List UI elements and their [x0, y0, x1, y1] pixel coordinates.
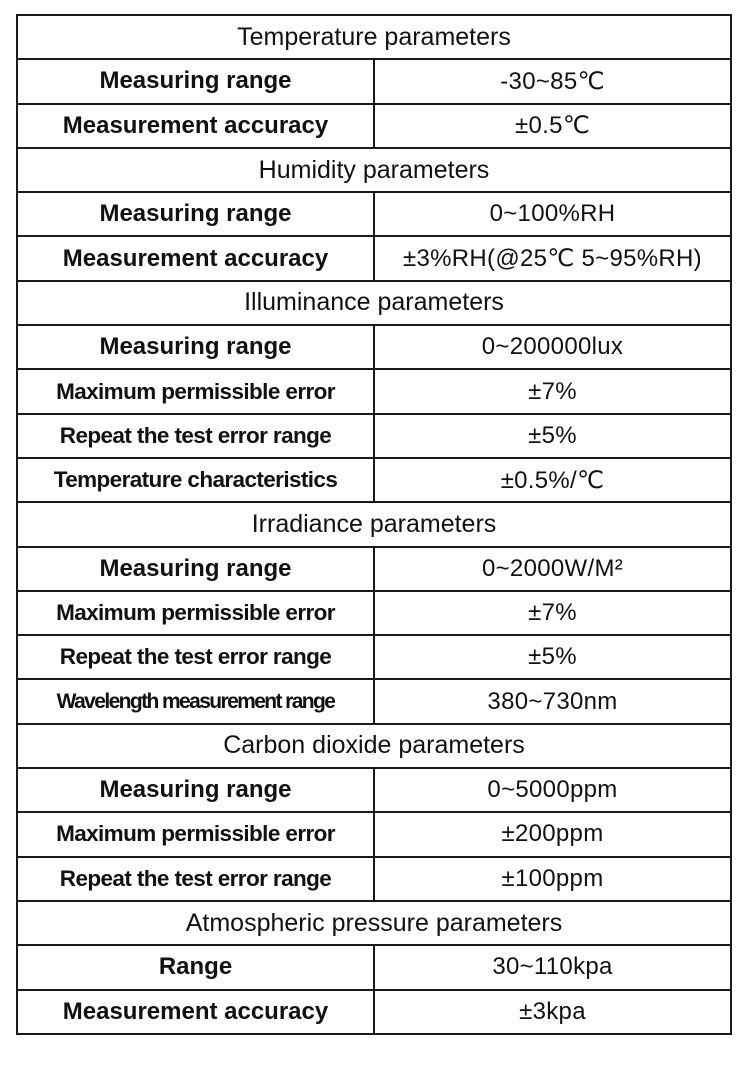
row-label: Measuring range — [17, 768, 374, 812]
table-row — [17, 591, 731, 635]
table-row — [17, 192, 731, 236]
section-header-row — [17, 901, 731, 945]
section-header-row — [17, 724, 731, 768]
row-value: ±5% — [374, 635, 731, 679]
row-value: 30~110kpa — [374, 945, 731, 989]
row-label: Range — [17, 945, 374, 989]
table-row — [17, 325, 731, 369]
row-value: ±0.5%/℃ — [374, 458, 731, 502]
row-label: Repeat the test error range — [17, 635, 374, 679]
table-row — [17, 458, 731, 502]
row-label: Repeat the test error range — [17, 857, 374, 901]
table-row — [17, 104, 731, 148]
row-label: Measurement accuracy — [17, 104, 374, 148]
table-row — [17, 857, 731, 901]
row-label: Measuring range — [17, 59, 374, 103]
table-row — [17, 679, 731, 723]
section-header-row — [17, 15, 731, 59]
row-value: ±0.5℃ — [374, 104, 731, 148]
table-row — [17, 768, 731, 812]
table-row — [17, 414, 731, 458]
section-title: Irradiance parameters — [17, 502, 731, 546]
row-label: Repeat the test error range — [17, 414, 374, 458]
row-value: 0~200000lux — [374, 325, 731, 369]
row-value: ±3%RH(@25℃ 5~95%RH) — [374, 236, 731, 280]
section-header-row — [17, 281, 731, 325]
section-header-row — [17, 502, 731, 546]
section-title: Atmospheric pressure parameters — [17, 901, 731, 945]
table-row — [17, 945, 731, 989]
row-value: ±200ppm — [374, 812, 731, 856]
row-label: Maximum permissible error — [17, 369, 374, 413]
table-row — [17, 236, 731, 280]
table-row — [17, 812, 731, 856]
row-label: Measurement accuracy — [17, 236, 374, 280]
row-label: Measuring range — [17, 192, 374, 236]
row-value: ±3kpa — [374, 990, 731, 1034]
specifications-table — [16, 14, 732, 1035]
section-title: Temperature parameters — [17, 15, 731, 59]
row-value: 0~2000W/M² — [374, 547, 731, 591]
row-value: 0~100%RH — [374, 192, 731, 236]
section-title: Humidity parameters — [17, 148, 731, 192]
row-label: Measurement accuracy — [17, 990, 374, 1034]
table-row — [17, 369, 731, 413]
section-title: Carbon dioxide parameters — [17, 724, 731, 768]
row-value: -30~85℃ — [374, 59, 731, 103]
row-label: Measuring range — [17, 547, 374, 591]
row-label: Temperature characteristics — [17, 458, 374, 502]
section-header-row — [17, 148, 731, 192]
row-value: 0~5000ppm — [374, 768, 731, 812]
row-label: Maximum permissible error — [17, 591, 374, 635]
table-row — [17, 59, 731, 103]
row-label: Measuring range — [17, 325, 374, 369]
row-value: ±5% — [374, 414, 731, 458]
row-label: Maximum permissible error — [17, 812, 374, 856]
section-title: Illuminance parameters — [17, 281, 731, 325]
row-value: ±100ppm — [374, 857, 731, 901]
row-value: 380~730nm — [374, 679, 731, 723]
table-row — [17, 990, 731, 1034]
row-value: ±7% — [374, 369, 731, 413]
row-value: ±7% — [374, 591, 731, 635]
table-row — [17, 635, 731, 679]
table-row — [17, 547, 731, 591]
row-label: Wavelength measurement range — [17, 679, 374, 723]
